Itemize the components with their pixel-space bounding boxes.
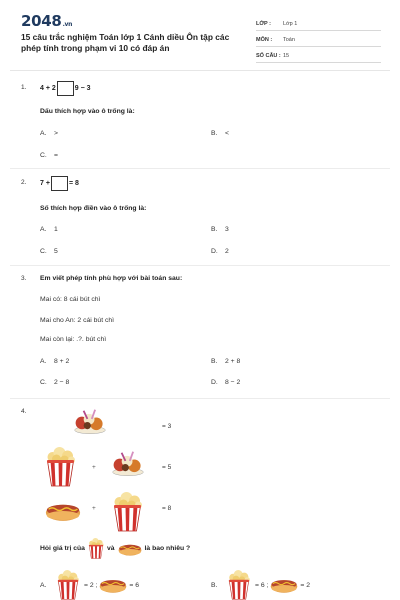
option-c[interactable] [40,152,58,159]
option-letter: A. [40,581,47,589]
plus-sign: + [92,505,96,512]
popcorn-icon [225,570,253,600]
site-logo[interactable] [21,12,72,30]
option-value: 2 − 8 [54,379,70,386]
option-letter: C. [40,248,47,255]
meta-row-grade [256,17,381,31]
meta-value: Toán [283,36,295,43]
option-value: 3 [225,226,229,233]
option-letter: B. [211,226,218,233]
option-b[interactable] [211,226,229,233]
option-a[interactable] [40,358,69,365]
problem-line: Mai cho An: 2 cái bút chì [40,317,115,324]
question-prompt [40,538,190,559]
meta-value: 15 [283,52,290,59]
question-number: 4. [21,408,27,415]
option-letter: D. [211,379,218,386]
meta-label: LỚP : [256,20,271,27]
option-a[interactable] [40,130,58,137]
popcorn-icon [54,570,82,600]
option-c[interactable] [40,379,69,386]
plus-sign: + [92,464,96,471]
option-value: = 2 ; [84,581,98,589]
equation-result: = 5 [162,464,172,471]
answer-box[interactable] [57,81,74,96]
option-value: 8 − 2 [225,379,241,386]
document-header [0,0,400,68]
option-d[interactable] [211,248,229,255]
option-b[interactable] [211,570,310,600]
question-number: 3. [21,275,27,282]
option-a[interactable] [40,226,58,233]
option-letter: B. [211,581,218,589]
option-b[interactable] [211,130,229,137]
option-value: < [225,130,229,137]
option-b[interactable] [211,358,240,365]
meta-label: SỐ CÂU : [256,52,281,59]
equation-result: = 8 [162,505,172,512]
question-prompt: Số thích hợp điền vào ô trống là: [40,205,147,212]
option-value: = 6 [129,581,140,589]
expr-right: 9 − 3 [74,85,91,92]
expr-left: 7 + [40,180,50,187]
option-value: = 6 ; [255,581,269,589]
option-a[interactable] [40,570,139,600]
question-divider [10,168,390,169]
equation-result: = 3 [162,423,172,430]
meta-value: Lớp 1 [283,20,298,27]
popcorn-icon [112,492,143,532]
popcorn-icon [88,538,104,559]
option-letter: B. [211,358,218,365]
option-letter: C. [40,152,47,159]
hotdog-icon [45,498,81,524]
expr-left: 4 + 2 [40,85,56,92]
answer-box[interactable] [51,176,68,191]
hotdog-icon [99,575,127,595]
expr-right: = 8 [68,180,79,187]
question-prompt: Em viết phép tính phù hợp với bài toán sau: [40,275,183,282]
question-expression [40,176,79,191]
sundae-icon [110,448,146,480]
meta-row-subject [256,33,381,47]
sundae-icon [72,406,108,438]
option-value: 5 [54,248,58,255]
problem-line: Mai còn lại: .?. bút chì [40,336,107,343]
question-divider [10,265,390,266]
option-letter: C. [40,379,47,386]
hotdog-icon [270,575,298,595]
question-prompt: Dấu thích hợp vào ô trống là: [40,108,135,115]
logo-suffix: .vn [62,21,73,28]
meta-label: MÔN : [256,36,273,43]
document-meta [256,17,381,65]
hotdog-icon [118,541,142,557]
meta-row-count [256,49,381,63]
prompt-part: và [106,545,115,552]
question-divider [10,398,390,399]
option-value: 1 [54,226,58,233]
option-letter: B. [211,130,218,137]
option-letter: A. [40,358,47,365]
question-expression [40,81,91,96]
question-number: 2. [21,179,27,186]
prompt-part: là bao nhiêu ? [144,545,191,552]
option-value: = [54,152,58,159]
option-value: = 2 [300,581,311,589]
option-d[interactable] [211,379,240,386]
document-title: 15 câu trắc nghiệm Toán lớp 1 Cánh diều Ôn tập các phép tính trong phạm vi 10 có đáp án [21,32,230,53]
prompt-part: Hỏi giá trị của [40,545,85,552]
popcorn-icon [45,447,76,487]
option-value: 2 [225,248,229,255]
option-c[interactable] [40,248,58,255]
option-letter: D. [211,248,218,255]
problem-line: Mai có: 8 cái bút chì [40,296,101,303]
option-letter: A. [40,226,47,233]
option-value: > [54,130,58,137]
option-letter: A. [40,130,47,137]
header-divider [10,70,390,71]
question-number: 1. [21,84,27,91]
option-value: 8 + 2 [54,358,70,365]
logo-text: 2048 [21,12,62,30]
option-value: 2 + 8 [225,358,241,365]
